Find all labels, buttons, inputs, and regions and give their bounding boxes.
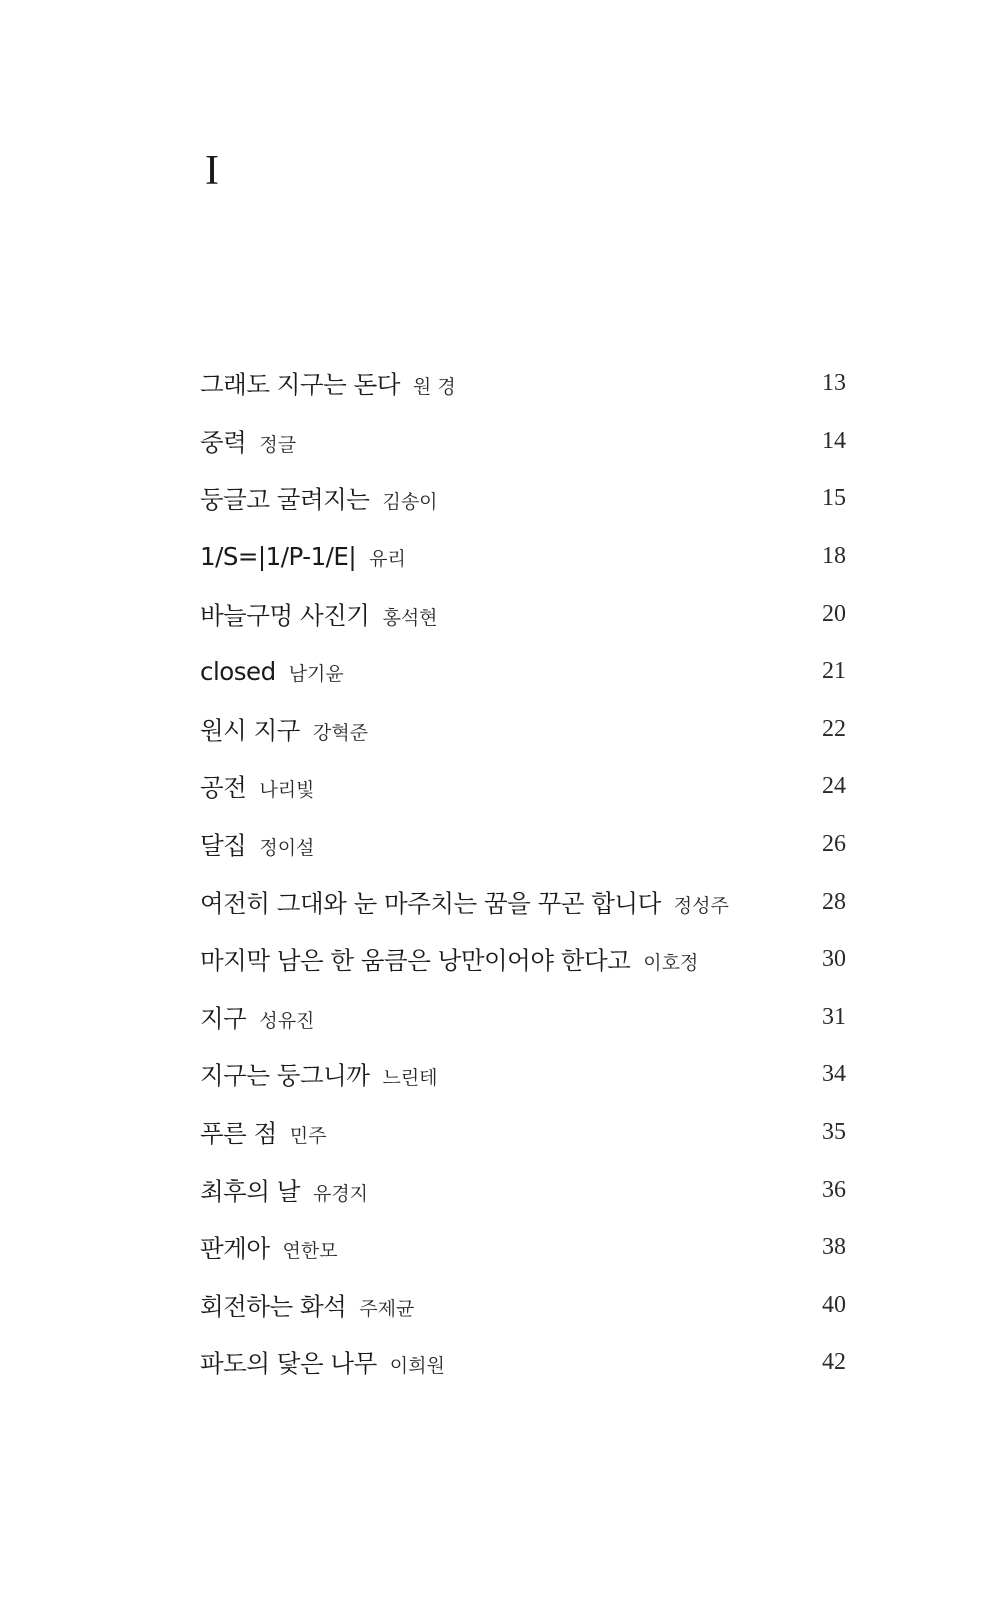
entry-title: 원시 지구 <box>200 715 300 745</box>
entry-title: 파도의 닻은 나무 <box>200 1349 377 1379</box>
toc-entry[interactable] <box>200 931 846 989</box>
entry-page-number: 18 <box>822 543 846 570</box>
entry-author: 정성주 <box>673 894 729 917</box>
entry-author: 나리빛 <box>259 779 315 802</box>
entry-author: 성유진 <box>259 1009 315 1032</box>
entry-page-number: 40 <box>822 1291 846 1318</box>
toc-entry[interactable] <box>200 643 846 701</box>
toc-entry[interactable] <box>200 1334 846 1392</box>
toc-entry[interactable] <box>200 1046 846 1104</box>
toc-entry[interactable] <box>200 413 846 471</box>
toc-entry[interactable] <box>200 470 846 528</box>
entry-title: 바늘구멍 사진기 <box>200 600 370 630</box>
toc-entry[interactable] <box>200 355 846 413</box>
toc-entry[interactable] <box>200 1219 846 1277</box>
entry-title: 달집 <box>200 831 247 861</box>
entry-author: 유경지 <box>312 1182 369 1205</box>
entry-author: 이희원 <box>389 1355 445 1378</box>
entry-page-number: 26 <box>822 831 846 858</box>
entry-title: 지구 <box>200 1003 247 1033</box>
entry-page-number: 28 <box>822 888 846 915</box>
entry-page-number: 31 <box>822 1003 846 1030</box>
entry-page-number: 15 <box>822 485 846 512</box>
entry-title: 1/S=|1/P-1/E| <box>200 542 357 572</box>
toc-entry[interactable] <box>200 1277 846 1335</box>
toc-entry[interactable] <box>200 758 846 816</box>
entry-title: 푸른 점 <box>200 1119 277 1149</box>
entry-page-number: 38 <box>822 1234 846 1261</box>
toc-entry[interactable] <box>200 528 846 586</box>
entry-page-number: 42 <box>822 1349 846 1376</box>
toc-entry[interactable] <box>200 1161 846 1219</box>
entry-author: 이호정 <box>643 952 699 975</box>
entry-title: 회전하는 화석 <box>200 1291 347 1321</box>
entry-author: 강혁준 <box>312 721 369 744</box>
toc-entry[interactable] <box>200 701 846 759</box>
entry-author: 유리 <box>369 548 406 571</box>
entry-title: 중력 <box>200 427 247 457</box>
table-of-contents <box>200 355 846 1392</box>
entry-title: 판게아 <box>200 1234 270 1264</box>
toc-entry[interactable] <box>200 989 846 1047</box>
entry-page-number: 22 <box>822 715 846 742</box>
entry-author: 원 경 <box>412 376 456 399</box>
entry-page-number: 13 <box>822 370 846 397</box>
entry-page-number: 30 <box>822 946 846 973</box>
entry-author: 홍석현 <box>382 606 438 629</box>
toc-entry[interactable] <box>200 816 846 874</box>
entry-author: 느린테 <box>382 1067 438 1090</box>
entry-title: 공전 <box>200 773 247 803</box>
entry-author: 연한모 <box>282 1240 338 1263</box>
entry-title: 최후의 날 <box>200 1176 300 1206</box>
entry-title: 여전히 그대와 눈 마주치는 꿈을 꾸곤 합니다 <box>200 888 661 918</box>
entry-title: closed <box>200 657 276 687</box>
section-numeral: I <box>205 148 219 194</box>
entry-title: 마지막 남은 한 움큼은 낭만이어야 한다고 <box>200 946 631 976</box>
entry-page-number: 21 <box>822 658 846 685</box>
entry-page-number: 34 <box>822 1061 846 1088</box>
entry-page-number: 24 <box>822 773 846 800</box>
entry-author: 주제균 <box>359 1297 415 1320</box>
entry-page-number: 14 <box>822 427 846 454</box>
entry-title: 지구는 둥그니까 <box>200 1061 370 1091</box>
entry-author: 민주 <box>289 1125 327 1148</box>
entry-page-number: 36 <box>822 1176 846 1203</box>
toc-entry[interactable] <box>200 873 846 931</box>
entry-author: 정이설 <box>259 837 315 860</box>
entry-title: 그래도 지구는 돈다 <box>200 370 400 400</box>
entry-page-number: 35 <box>822 1119 846 1146</box>
entry-author: 김송이 <box>382 491 438 514</box>
toc-entry[interactable] <box>200 585 846 643</box>
entry-author: 정글 <box>259 433 297 456</box>
entry-author: 남기윤 <box>288 663 344 686</box>
entry-title: 둥글고 굴려지는 <box>200 485 370 515</box>
toc-entry[interactable] <box>200 1104 846 1162</box>
entry-page-number: 20 <box>822 600 846 627</box>
